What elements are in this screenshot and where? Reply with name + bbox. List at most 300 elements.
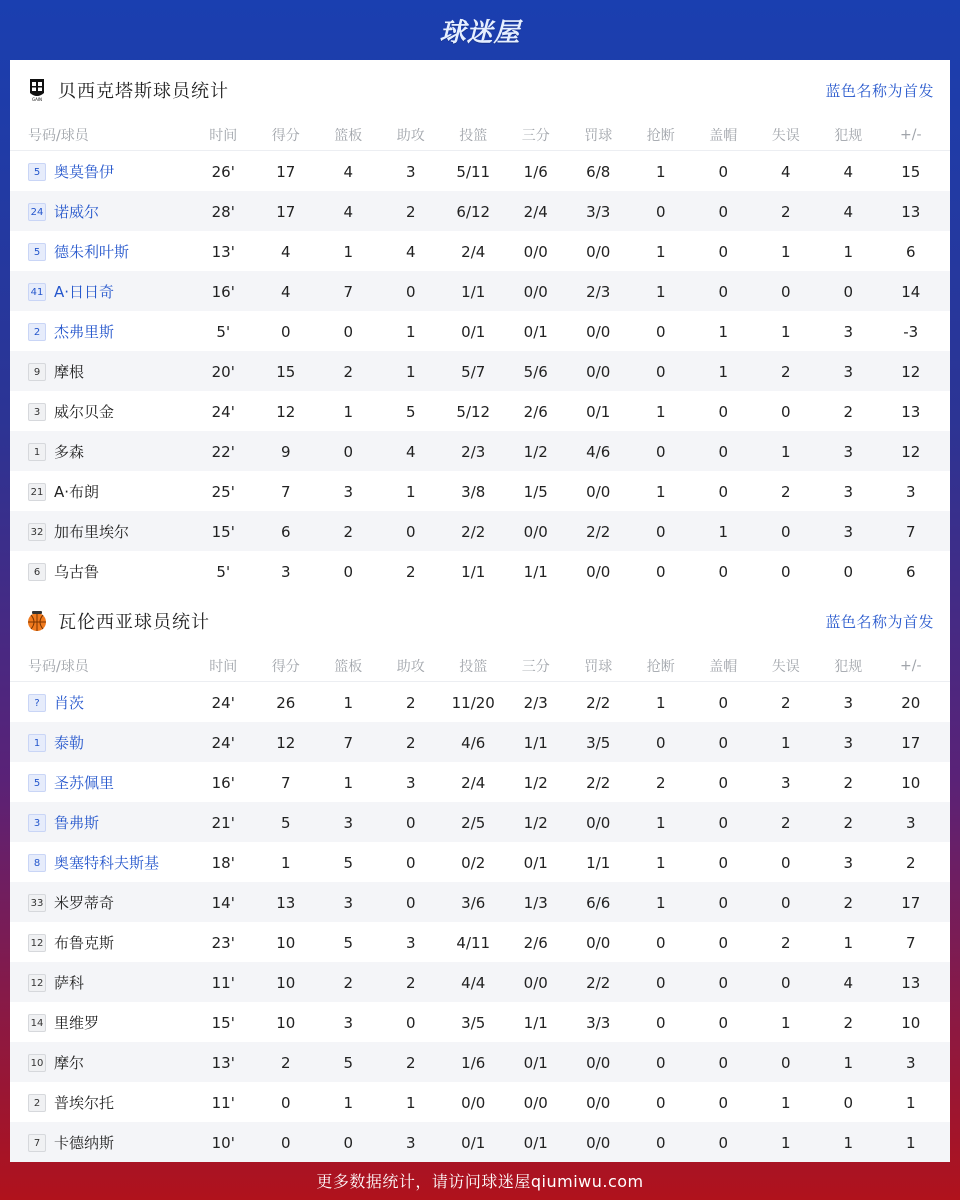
table-row[interactable] <box>10 842 950 882</box>
column-header: 时间 <box>209 659 238 675</box>
jersey-number: 32 <box>28 523 46 541</box>
stat-cell: 0 <box>780 893 791 912</box>
stat-cell: 2 <box>405 973 416 992</box>
jersey-number: 3 <box>28 814 46 832</box>
stat-cell: 6 <box>905 562 916 581</box>
stat-cell: 3/5 <box>586 733 611 752</box>
app-header <box>0 0 960 60</box>
stat-cell: 2 <box>780 933 791 952</box>
stat-cell: 7 <box>280 482 291 501</box>
stat-cell: 10 <box>901 1013 921 1032</box>
stat-cell: 3 <box>843 442 854 461</box>
table-row[interactable] <box>10 311 950 351</box>
stat-cell: 3 <box>905 1053 916 1072</box>
stat-cell: 7 <box>343 733 354 752</box>
stat-cell: 4 <box>843 973 854 992</box>
player-name[interactable]: 普埃尔托 <box>54 1094 115 1112</box>
player-cell <box>10 932 192 953</box>
column-header: 犯规 <box>834 659 863 675</box>
stat-cell: 1/1 <box>523 1013 548 1032</box>
stat-cell: 2 <box>780 362 791 381</box>
stat-cell: 0/0 <box>523 973 548 992</box>
player-name[interactable]: 萨科 <box>54 974 85 992</box>
stat-cell: 4 <box>280 242 291 261</box>
player-cell <box>10 321 192 342</box>
team-section <box>10 591 950 1162</box>
stat-cell: 5 <box>343 1053 354 1072</box>
stat-cell: 18' <box>211 853 235 872</box>
stat-cell: 0 <box>718 1053 729 1072</box>
table-row[interactable] <box>10 191 950 231</box>
column-header: 失误 <box>771 659 800 675</box>
table-row[interactable] <box>10 922 950 962</box>
jersey-number: 8 <box>28 854 46 872</box>
stat-cell: 2 <box>343 522 354 541</box>
player-cell <box>10 972 192 993</box>
stat-cell: 11' <box>211 973 235 992</box>
stat-cell: 12 <box>901 442 921 461</box>
stat-cell: 1 <box>655 242 666 261</box>
stat-cell: 5 <box>343 853 354 872</box>
column-header: 三分 <box>521 128 550 144</box>
player-cell <box>10 892 192 913</box>
stat-cell: 1/1 <box>586 853 611 872</box>
stat-cell: 6/8 <box>586 162 611 181</box>
stat-cell: 1 <box>405 482 416 501</box>
stat-cell: 0/0 <box>586 1093 611 1112</box>
stat-cell: 1 <box>780 242 791 261</box>
player-cell <box>10 732 192 753</box>
stat-cell: 2/3 <box>461 442 486 461</box>
besiktas-crest-icon <box>26 77 48 103</box>
stat-cell: 0 <box>718 402 729 421</box>
player-cell <box>10 361 192 382</box>
stat-cell: 2/2 <box>586 693 611 712</box>
stat-cell: 0 <box>655 522 666 541</box>
team-title: 瓦伦西亚球员统计 <box>58 612 210 633</box>
stat-cell: 10 <box>276 973 296 992</box>
column-header: 投篮 <box>459 128 488 144</box>
stat-cell: 0 <box>405 1013 416 1032</box>
stat-cell: 1/3 <box>523 893 548 912</box>
stat-cell: 25' <box>211 482 235 501</box>
stat-cell: 1 <box>780 1133 791 1152</box>
table-row[interactable] <box>10 682 950 722</box>
valencia-basketball-icon <box>26 608 48 634</box>
stat-cell: 5 <box>343 933 354 952</box>
table-row[interactable] <box>10 1122 950 1162</box>
table-row[interactable] <box>10 722 950 762</box>
stat-cell: 2 <box>405 693 416 712</box>
stat-cell: 0 <box>718 562 729 581</box>
table-row[interactable] <box>10 511 950 551</box>
player-name[interactable]: 德朱利叶斯 <box>54 243 130 261</box>
table-row[interactable] <box>10 962 950 1002</box>
table-row[interactable] <box>10 391 950 431</box>
stat-cell: 3 <box>343 893 354 912</box>
stat-cell: 2/3 <box>523 693 548 712</box>
stat-cell: 2 <box>280 1053 291 1072</box>
stat-cell: 21' <box>211 813 235 832</box>
stat-cell: 1 <box>343 242 354 261</box>
player-name[interactable]: 肖茨 <box>54 694 85 712</box>
stat-cell: 0 <box>405 813 416 832</box>
stat-cell: 1 <box>780 442 791 461</box>
stat-cell: 2 <box>655 773 666 792</box>
stat-cell: 0/2 <box>461 853 486 872</box>
stat-cell: 1/1 <box>523 733 548 752</box>
stat-cell: 0/1 <box>523 322 548 341</box>
player-cell <box>10 481 192 502</box>
player-name[interactable]: 卡德纳斯 <box>54 1134 115 1152</box>
stat-cell: 0 <box>718 1093 729 1112</box>
stat-cell: 0 <box>718 973 729 992</box>
column-header: 抢断 <box>646 128 675 144</box>
stat-cell: 2 <box>405 202 416 221</box>
column-header: 盖帽 <box>709 128 738 144</box>
stat-cell: 0/1 <box>461 1133 486 1152</box>
stat-cell: 4 <box>843 202 854 221</box>
stat-cell: 2 <box>843 893 854 912</box>
column-header: 助攻 <box>396 659 425 675</box>
stat-cell: 15 <box>276 362 296 381</box>
stat-cell: 1 <box>780 1093 791 1112</box>
stat-cell: 3 <box>405 933 416 952</box>
stat-cell: 0 <box>780 522 791 541</box>
table-row[interactable] <box>10 471 950 511</box>
column-header: 时间 <box>209 128 238 144</box>
stat-cell: 4/6 <box>461 733 486 752</box>
stat-cell: 6 <box>905 242 916 261</box>
stat-cell: 3 <box>905 813 916 832</box>
player-name[interactable]: 圣苏佩里 <box>54 774 115 792</box>
stat-cell: 1 <box>655 482 666 501</box>
jersey-number: 12 <box>28 974 46 992</box>
player-name[interactable]: 布鲁克斯 <box>54 934 115 952</box>
jersey-number: 2 <box>28 1094 46 1112</box>
stat-cell: 7 <box>280 773 291 792</box>
table-row[interactable] <box>10 431 950 471</box>
stat-cell: 0/0 <box>523 1093 548 1112</box>
stat-cell: 0/0 <box>586 482 611 501</box>
stat-cell: 0/1 <box>523 1133 548 1152</box>
jersey-number: 24 <box>28 203 46 221</box>
player-name[interactable]: 威尔贝金 <box>54 403 115 421</box>
player-name[interactable]: 鲁弗斯 <box>54 814 100 832</box>
stat-cell: 1 <box>843 242 854 261</box>
stat-cell: 2 <box>405 562 416 581</box>
stat-cell: 4/6 <box>586 442 611 461</box>
stat-cell: 1/6 <box>523 162 548 181</box>
stat-cell: 1 <box>718 362 729 381</box>
table-row[interactable] <box>10 762 950 802</box>
player-name[interactable]: 杰弗里斯 <box>54 323 115 341</box>
table-row[interactable] <box>10 271 950 311</box>
stat-cell: 2 <box>780 693 791 712</box>
player-name[interactable]: 米罗蒂奇 <box>54 894 115 912</box>
stat-cell: 1 <box>405 362 416 381</box>
table-row[interactable] <box>10 351 950 391</box>
stat-cell: 1 <box>405 1093 416 1112</box>
stat-cell: 0 <box>343 322 354 341</box>
stat-cell: 20 <box>901 693 921 712</box>
stat-cell: 0 <box>718 482 729 501</box>
stat-cell: 3 <box>843 853 854 872</box>
stat-cell: 24' <box>211 693 235 712</box>
player-name[interactable]: 加布里埃尔 <box>54 523 130 541</box>
stat-cell: 2 <box>843 402 854 421</box>
stat-cell: 2/5 <box>461 813 486 832</box>
player-name[interactable]: 奥塞特科夫斯基 <box>54 854 160 872</box>
column-header: 犯规 <box>834 128 863 144</box>
player-cell <box>10 1092 192 1113</box>
stat-cell: 1 <box>718 522 729 541</box>
section-title-wrap <box>26 608 210 634</box>
stat-cell: 0/0 <box>586 362 611 381</box>
stat-cell: 0 <box>655 202 666 221</box>
stat-cell: 9 <box>280 442 291 461</box>
team-section <box>10 60 950 591</box>
starter-legend: 蓝色名称为首发 <box>825 612 934 631</box>
stat-cell: 14' <box>211 893 235 912</box>
stat-cell: 2 <box>405 1053 416 1072</box>
player-name[interactable]: 里维罗 <box>54 1014 100 1032</box>
stat-cell: 0 <box>405 893 416 912</box>
table-row[interactable] <box>10 882 950 922</box>
stat-cell: 0/0 <box>461 1093 486 1112</box>
stat-cell: 6/6 <box>586 893 611 912</box>
stat-cell: 6 <box>280 522 291 541</box>
stat-cell: 12 <box>901 362 921 381</box>
stat-cell: 1 <box>405 322 416 341</box>
jersey-number: 10 <box>28 1054 46 1072</box>
stat-cell: 1 <box>343 402 354 421</box>
stat-cell: 1/2 <box>523 773 548 792</box>
stat-cell: 0 <box>718 242 729 261</box>
stat-cell: 3 <box>343 482 354 501</box>
player-cell <box>10 812 192 833</box>
jersey-number: 2 <box>28 323 46 341</box>
stat-cell: 0 <box>655 733 666 752</box>
stat-cell: 1 <box>343 1093 354 1112</box>
stat-cell: 2/2 <box>461 522 486 541</box>
stat-cell: 1 <box>655 853 666 872</box>
stat-cell: 2 <box>780 202 791 221</box>
column-header: 投篮 <box>459 659 488 675</box>
stat-cell: 2/4 <box>461 773 486 792</box>
stat-cell: 10 <box>276 1013 296 1032</box>
stat-cell: 3 <box>343 1013 354 1032</box>
table-row[interactable] <box>10 1002 950 1042</box>
footer-banner[interactable]: 更多数据统计，请访问球迷屋qiumiwu.com <box>316 1171 644 1191</box>
column-header-row <box>10 120 950 150</box>
stat-cell: 7 <box>905 522 916 541</box>
stat-cell: 1 <box>843 1053 854 1072</box>
jersey-number: 41 <box>28 283 46 301</box>
stat-cell: 5/11 <box>456 162 491 181</box>
stat-cell: 0 <box>718 1013 729 1032</box>
table-row[interactable] <box>10 1082 950 1122</box>
stat-cell: 0 <box>718 1133 729 1152</box>
stat-cell: 3 <box>405 773 416 792</box>
stat-cell: 2/6 <box>523 933 548 952</box>
column-header: +/- <box>900 658 922 674</box>
stat-cell: 13 <box>901 202 921 221</box>
stat-cell: 0/0 <box>523 522 548 541</box>
player-name[interactable]: 摩尔 <box>54 1054 85 1072</box>
jersey-number: 3 <box>28 403 46 421</box>
jersey-number: 6 <box>28 563 46 581</box>
stat-cell: 4 <box>405 242 416 261</box>
stat-cell: 3 <box>780 773 791 792</box>
stat-cell: 2/6 <box>523 402 548 421</box>
stat-cell: 3 <box>843 322 854 341</box>
stat-cell: 3 <box>843 522 854 541</box>
stat-cell: 0 <box>405 853 416 872</box>
player-cell <box>10 201 192 222</box>
stat-cell: 3/5 <box>461 1013 486 1032</box>
stat-cell: 0 <box>655 442 666 461</box>
jersey-number: 1 <box>28 734 46 752</box>
stat-cell: 0 <box>718 693 729 712</box>
player-cell <box>10 1132 192 1153</box>
jersey-number: 5 <box>28 243 46 261</box>
stat-cell: 7 <box>343 282 354 301</box>
stat-cell: 3 <box>405 162 416 181</box>
table-row[interactable] <box>10 1042 950 1082</box>
stat-cell: 0/0 <box>586 813 611 832</box>
stat-cell: 5' <box>216 322 231 341</box>
stat-cell: 0 <box>718 202 729 221</box>
stat-cell: 3 <box>843 733 854 752</box>
stat-cell: 1/2 <box>523 442 548 461</box>
stat-cell: 4 <box>405 442 416 461</box>
stat-cell: 15' <box>211 1013 235 1032</box>
stat-cell: 17 <box>276 202 296 221</box>
player-name[interactable]: 奥莫鲁伊 <box>54 163 115 181</box>
stat-cell: 0 <box>343 1133 354 1152</box>
stat-cell: 1 <box>343 773 354 792</box>
stat-cell: 13' <box>211 1053 235 1072</box>
stat-cell: 7 <box>905 933 916 952</box>
player-name[interactable]: 泰勒 <box>54 734 85 752</box>
stat-cell: 4 <box>343 162 354 181</box>
table-row[interactable] <box>10 802 950 842</box>
stat-cell: 0 <box>843 562 854 581</box>
table-row[interactable] <box>10 551 950 591</box>
stat-cell: 0 <box>780 1053 791 1072</box>
stat-cell: 0 <box>655 933 666 952</box>
stat-cell: 1/1 <box>461 562 486 581</box>
player-cell <box>10 241 192 262</box>
stat-cell: 4 <box>343 202 354 221</box>
stat-cell: 24' <box>211 402 235 421</box>
stat-cell: 1 <box>780 322 791 341</box>
player-name[interactable]: A·日日奇 <box>54 283 115 301</box>
stat-cell: 13' <box>211 242 235 261</box>
stat-cell: 12 <box>276 402 296 421</box>
stat-cell: 23' <box>211 933 235 952</box>
stat-cell: 0 <box>843 1093 854 1112</box>
stat-cell: 5/7 <box>461 362 486 381</box>
stat-cell: 3 <box>280 562 291 581</box>
player-name[interactable]: 多森 <box>54 443 85 461</box>
stat-cell: 3 <box>343 813 354 832</box>
player-cell <box>10 692 192 713</box>
table-row[interactable] <box>10 151 950 191</box>
player-cell <box>10 281 192 302</box>
stat-cell: 1/2 <box>523 813 548 832</box>
player-name[interactable]: A·布朗 <box>54 483 100 501</box>
player-name[interactable]: 摩根 <box>54 363 85 381</box>
stat-cell: 0 <box>655 1093 666 1112</box>
table-row[interactable] <box>10 231 950 271</box>
player-name[interactable]: 乌古鲁 <box>54 563 100 581</box>
stat-cell: 3 <box>843 482 854 501</box>
stat-cell: 2 <box>343 973 354 992</box>
column-header: +/- <box>900 127 922 143</box>
stat-cell: 1 <box>780 733 791 752</box>
stat-cell: 0/1 <box>586 402 611 421</box>
stat-cell: -3 <box>903 322 919 341</box>
stat-cell: 2 <box>343 362 354 381</box>
stat-cell: 0/1 <box>461 322 486 341</box>
stat-cell: 20' <box>211 362 235 381</box>
stat-cell: 2/3 <box>586 282 611 301</box>
column-header: 三分 <box>521 659 550 675</box>
stat-cell: 0/0 <box>586 562 611 581</box>
stat-cell: 0/0 <box>586 933 611 952</box>
stat-cell: 15' <box>211 522 235 541</box>
stat-cell: 0 <box>655 322 666 341</box>
stat-cell: 2/2 <box>586 973 611 992</box>
stat-cell: 2 <box>843 773 854 792</box>
stat-cell: 2 <box>405 733 416 752</box>
stat-cell: 2/2 <box>586 773 611 792</box>
jersey-number: 5 <box>28 774 46 792</box>
stat-cell: 1 <box>655 693 666 712</box>
stat-cell: 2 <box>843 1013 854 1032</box>
player-cell <box>10 772 192 793</box>
stat-cell: 2 <box>780 482 791 501</box>
stat-cell: 5' <box>216 562 231 581</box>
stat-cell: 0 <box>718 853 729 872</box>
column-header: 得分 <box>271 128 300 144</box>
stat-cell: 0 <box>343 562 354 581</box>
jersey-number: 5 <box>28 163 46 181</box>
stat-cell: 0 <box>655 362 666 381</box>
stat-cell: 0 <box>718 813 729 832</box>
jersey-number: 1 <box>28 443 46 461</box>
stat-cell: 1 <box>905 1133 916 1152</box>
column-header: 助攻 <box>396 128 425 144</box>
column-header: 号码/球员 <box>28 659 89 675</box>
stat-cell: 0 <box>655 1053 666 1072</box>
stat-cell: 1 <box>655 893 666 912</box>
player-name[interactable]: 诺威尔 <box>54 203 100 221</box>
stat-cell: 1 <box>843 1133 854 1152</box>
stat-cell: 3 <box>843 362 854 381</box>
stat-cell: 0 <box>718 773 729 792</box>
column-header-row <box>10 651 950 681</box>
stat-cell: 0/0 <box>586 322 611 341</box>
brand-logo: 球迷屋 <box>439 17 521 48</box>
stat-cell: 2 <box>905 853 916 872</box>
stat-cell: 0 <box>655 1013 666 1032</box>
stat-cell: 0 <box>780 853 791 872</box>
player-cell <box>10 1052 192 1073</box>
stat-cell: 0 <box>280 1133 291 1152</box>
